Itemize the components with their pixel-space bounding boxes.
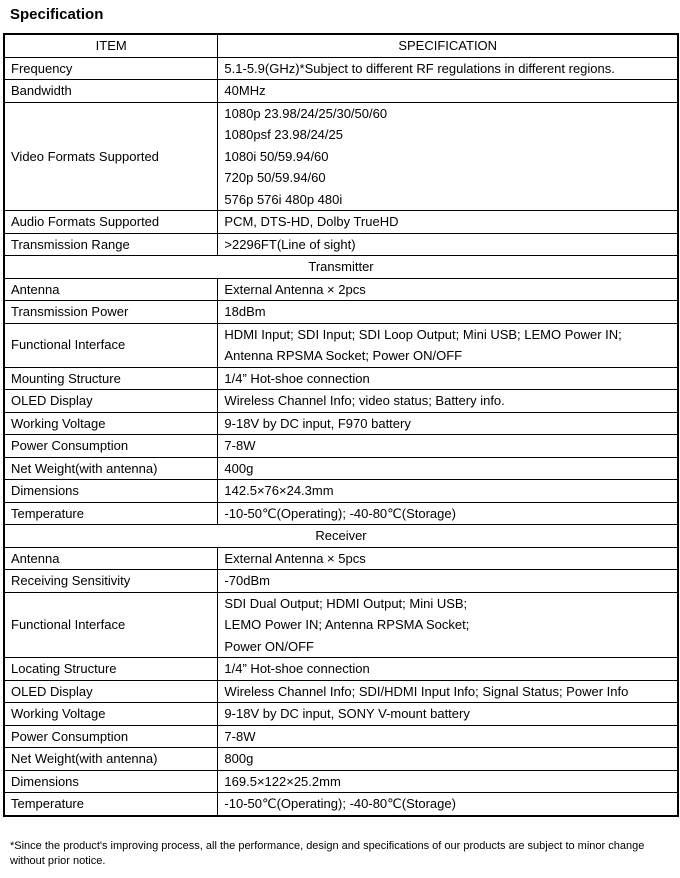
item-cell: Net Weight(with antenna) <box>4 748 218 771</box>
table-row <box>4 278 678 301</box>
item-cell: Dimensions <box>4 770 218 793</box>
table-row <box>4 102 678 211</box>
table-row <box>4 592 678 658</box>
item-cell: Antenna <box>4 278 218 301</box>
table-row <box>4 301 678 324</box>
spec-line: PCM, DTS-HD, Dolby TrueHD <box>224 214 399 229</box>
table-row <box>4 211 678 234</box>
item-cell: OLED Display <box>4 390 218 413</box>
spec-line: 1080psf 23.98/24/25 <box>224 127 343 142</box>
spec-line: SDI Dual Output; HDMI Output; Mini USB; <box>224 595 468 611</box>
table-row <box>4 748 678 771</box>
spec-line: 1/4” Hot-shoe connection <box>224 661 370 676</box>
spec-cell <box>218 323 678 367</box>
spec-cell <box>218 748 678 771</box>
item-cell: Frequency <box>4 57 218 80</box>
header-item: ITEM <box>4 34 218 57</box>
table-row <box>4 547 678 570</box>
transmitter-section-row <box>4 256 678 279</box>
spec-line: External Antenna × 2pcs <box>224 281 366 297</box>
spec-cell <box>218 592 678 658</box>
item-cell: Working Voltage <box>4 412 218 435</box>
spec-cell <box>218 770 678 793</box>
table-row <box>4 80 678 103</box>
table-row <box>4 770 678 793</box>
table-row <box>4 457 678 480</box>
spec-cell <box>218 435 678 458</box>
spec-line: -10-50℃(Operating); -40-80℃(Storage) <box>224 505 456 521</box>
spec-line: 142.5×76×24.3mm <box>224 483 334 498</box>
item-cell: Functional Interface <box>4 592 218 658</box>
spec-line: >2296FT(Line of sight) <box>224 236 356 252</box>
spec-line: 7-8W <box>224 728 256 744</box>
spec-line: 576p 576i 480p 480i <box>224 191 343 207</box>
table-row <box>4 390 678 413</box>
spec-cell <box>218 680 678 703</box>
table-row <box>4 233 678 256</box>
item-cell: Transmission Range <box>4 233 218 256</box>
table-row <box>4 570 678 593</box>
spec-line: -10-50℃(Operating); -40-80℃(Storage) <box>224 796 456 811</box>
spec-table <box>3 33 679 817</box>
table-row <box>4 323 678 367</box>
receiver-section-label: Receiver <box>4 525 678 548</box>
spec-line: LEMO Power IN; Antenna RPSMA Socket; <box>224 617 470 632</box>
spec-line: 9-18V by DC input, F970 battery <box>224 415 411 431</box>
item-cell: Dimensions <box>4 480 218 503</box>
spec-cell <box>218 502 678 525</box>
item-cell: Transmission Power <box>4 301 218 324</box>
spec-cell <box>218 793 678 816</box>
item-cell: Bandwidth <box>4 80 218 103</box>
spec-cell <box>218 412 678 435</box>
table-body <box>4 57 678 816</box>
header-spec: SPECIFICATION <box>218 34 678 57</box>
spec-cell <box>218 570 678 593</box>
item-cell: Net Weight(with antenna) <box>4 457 218 480</box>
table-row <box>4 435 678 458</box>
item-cell: Antenna <box>4 547 218 570</box>
spec-cell <box>218 725 678 748</box>
spec-line: 7-8W <box>224 438 256 453</box>
table-row <box>4 480 678 503</box>
spec-cell <box>218 278 678 301</box>
spec-cell <box>218 57 678 80</box>
item-cell: Locating Structure <box>4 658 218 681</box>
spec-cell <box>218 658 678 681</box>
spec-line: HDMI Input; SDI Input; SDI Loop Output; Mini USB; LEMO Power IN; <box>224 326 622 342</box>
spec-cell <box>218 233 678 256</box>
item-cell: Temperature <box>4 793 218 816</box>
spec-cell <box>218 367 678 390</box>
spec-cell <box>218 457 678 480</box>
item-cell: Temperature <box>4 502 218 525</box>
page-title: Specification <box>10 6 104 23</box>
table-row <box>4 412 678 435</box>
spec-line: 9-18V by DC input, SONY V-mount battery <box>224 706 470 721</box>
spec-line: Power ON/OFF <box>224 638 314 654</box>
item-cell: Audio Formats Supported <box>4 211 218 234</box>
spec-line: 1/4” Hot-shoe connection <box>224 370 370 386</box>
spec-cell <box>218 480 678 503</box>
spec-line: -70dBm <box>224 573 270 588</box>
spec-cell <box>218 102 678 211</box>
spec-cell <box>218 390 678 413</box>
item-cell: Power Consumption <box>4 435 218 458</box>
table-row <box>4 57 678 80</box>
table-row <box>4 502 678 525</box>
spec-line: 40MHz <box>224 83 266 98</box>
table-row <box>4 703 678 726</box>
spec-line: Wireless Channel Info; SDI/HDMI Input Info; Signal Status; Power Info <box>224 683 629 699</box>
spec-cell <box>218 80 678 103</box>
item-cell: OLED Display <box>4 680 218 703</box>
spec-line: Wireless Channel Info; video status; Battery info. <box>224 393 505 408</box>
spec-cell <box>218 547 678 570</box>
item-cell: Power Consumption <box>4 725 218 748</box>
spec-line: 400g <box>224 460 254 476</box>
item-cell: Functional Interface <box>4 323 218 367</box>
spec-line: 1080i 50/59.94/60 <box>224 148 329 164</box>
table-row <box>4 367 678 390</box>
spec-line: 1080p 23.98/24/25/30/50/60 <box>224 105 388 121</box>
table-row <box>4 680 678 703</box>
table-row <box>4 725 678 748</box>
item-cell: Mounting Structure <box>4 367 218 390</box>
spec-cell <box>218 211 678 234</box>
spec-line: 169.5×122×25.2mm <box>224 773 341 789</box>
item-cell: Video Formats Supported <box>4 102 218 211</box>
spec-line: 800g <box>224 751 254 766</box>
table-row <box>4 658 678 681</box>
footnote: *Since the product's improving process, all the performance, design and specifications of our products are subject to minor change without prior notice. <box>10 840 645 867</box>
spec-line: 720p 50/59.94/60 <box>224 170 326 185</box>
spec-cell <box>218 301 678 324</box>
spec-line: Antenna RPSMA Socket; Power ON/OFF <box>224 348 463 363</box>
item-cell: Receiving Sensitivity <box>4 570 218 593</box>
receiver-section-row <box>4 525 678 548</box>
spec-line: 18dBm <box>224 304 266 319</box>
spec-line: 5.1-5.9(GHz)*Subject to different RF regulations in different regions. <box>224 60 615 76</box>
spec-line: External Antenna × 5pcs <box>224 550 366 566</box>
table-row <box>4 793 678 816</box>
transmitter-section-label: Transmitter <box>4 256 678 279</box>
item-cell: Working Voltage <box>4 703 218 726</box>
spec-cell <box>218 703 678 726</box>
table-header-row <box>4 34 678 57</box>
